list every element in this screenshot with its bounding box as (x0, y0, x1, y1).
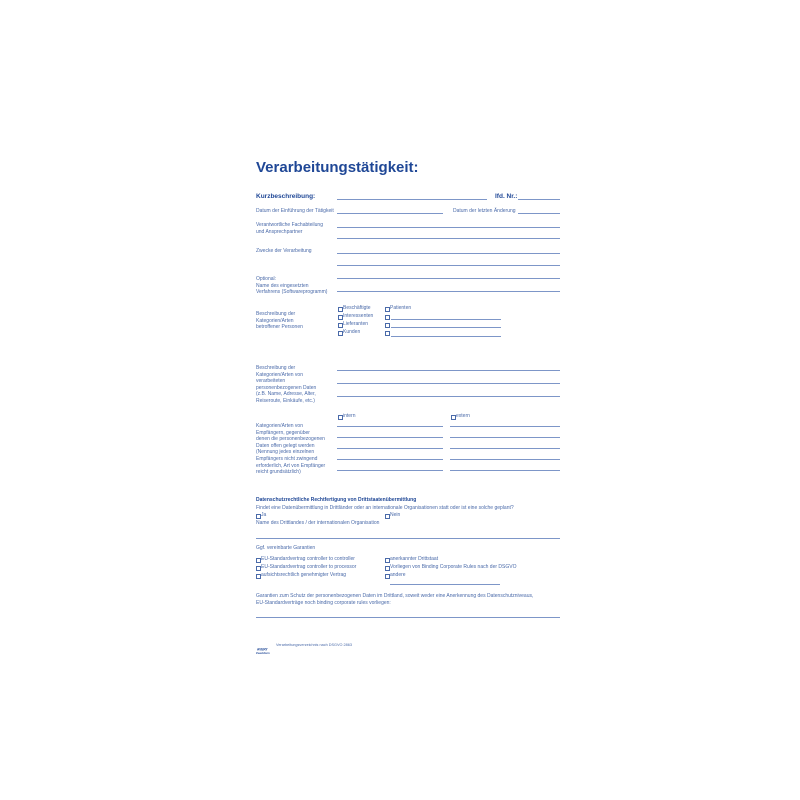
other-person-line-3[interactable] (391, 336, 501, 337)
fachabteilung-label: Verantwortliche Fachabteilung und Ansprechpartner (256, 222, 323, 235)
lfd-nr-label: lfd. Nr.: (495, 193, 518, 200)
kategorien-daten-label: Beschreibung der Kategorien/Arten von verarbeiteten personenbezogenen Daten (z.B. Name, Adresse, Alter, Reiseroute, Einkäufe, etc.) (256, 365, 317, 404)
other-person-checkbox-2[interactable] (385, 323, 390, 328)
binding-corporate-rules-label: Vorliegen von Binding Corporate Rules nach der DSGVO (390, 564, 517, 570)
logo-text-zweckform: Zweckform (256, 652, 270, 655)
interessenten-label: Interessenten (343, 313, 374, 319)
kunden-label: Kunden (343, 329, 361, 335)
garantien-text: Garantien zum Schutz der personenbezogenen Daten im Drittland, soweit weder eine Anerkennung des Datenschutzniveaus, EU-Standardverträge noch binding corporate rules vorliegen: (256, 593, 534, 606)
logo-text-avery: AVERY (257, 647, 268, 652)
intern-line-4[interactable] (337, 459, 443, 460)
extern-line-5[interactable] (450, 470, 560, 471)
empfaenger-label: Kategorien/Arten von Empfängern, gegenüber denen die personenbezogenen Daten offen gelegt werden (Nennung jedes einzelnen Empfängers nicht zwingend erforderlich, Art von Empfänger reicht grundsätzlich) (256, 423, 326, 476)
intern-line-5[interactable] (337, 470, 443, 471)
datum-einfuehrung-label: Datum der Einführung der Tätigkeit (256, 208, 334, 214)
kurzbeschreibung-label: Kurzbeschreibung: (256, 193, 316, 200)
zwecke-line-1[interactable] (337, 253, 560, 254)
zwecke-line-2[interactable] (337, 265, 560, 266)
optional-line-1[interactable] (337, 278, 560, 279)
extern-line-1[interactable] (450, 426, 560, 427)
intern-line-1[interactable] (337, 426, 443, 427)
garantien-label: Ggf. vereinbarte Garantien (256, 545, 316, 551)
daten-line-1[interactable] (337, 370, 560, 371)
drittstaat-heading: Datenschutzrechtliche Rechtfertigung von Drittstaatenübermittlung (256, 497, 417, 503)
optional-line-2[interactable] (337, 291, 560, 292)
fachabteilung-line-1[interactable] (337, 227, 560, 228)
optional-label: Optional: Name des eingesetzten Verfahrens (Softwareprogramm) (256, 276, 328, 296)
daten-line-2[interactable] (337, 383, 560, 384)
form-title: Verarbeitungstätigkeit: (256, 159, 419, 176)
name-drittland-label: Name des Drittlandes / der internationalen Organisation (256, 520, 380, 526)
genehmigter-vertrag-label: aufsichtsrechtlich genehmigter Vertrag (261, 572, 347, 578)
extern-label: extern (456, 413, 470, 419)
patienten-label: Patienten (390, 305, 412, 311)
other-person-checkbox-3[interactable] (385, 331, 390, 336)
datum-einfuehrung-line[interactable] (337, 213, 443, 214)
lfd-nr-line[interactable] (518, 199, 560, 200)
kategorien-personen-label: Beschreibung der Kategorien/Arten betroffener Personen (256, 311, 303, 331)
other-person-line-1[interactable] (391, 319, 501, 320)
zwecke-label: Zwecke der Verarbeitung (256, 248, 312, 254)
andere-line[interactable] (390, 584, 500, 585)
footer-doc-name: Verarbeitungsverzeichnis nach DSGVO 2863 (276, 643, 352, 647)
fachabteilung-line-2[interactable] (337, 238, 560, 239)
controller-processor-label: EU-Standardvertrag controller to processor (261, 564, 357, 570)
intern-line-3[interactable] (337, 448, 443, 449)
ja-label: Ja (261, 512, 267, 518)
extern-line-2[interactable] (450, 437, 560, 438)
controller-controller-label: EU-Standardvertrag controller to controller (261, 556, 355, 562)
anerkannter-drittstaat-label: anerkannter Drittstaat (390, 556, 439, 562)
extern-line-4[interactable] (450, 459, 560, 460)
other-person-line-2[interactable] (391, 327, 501, 328)
intern-line-2[interactable] (337, 437, 443, 438)
extern-line-3[interactable] (450, 448, 560, 449)
other-person-checkbox-1[interactable] (385, 315, 390, 320)
andere-label: andere (390, 572, 406, 578)
drittstaat-question: Findet eine Datenübermittlung in Drittländer oder an internationale Organisationen statt oder ist eine solche geplant? (256, 505, 514, 511)
intern-label: intern (343, 413, 356, 419)
name-drittland-line[interactable] (256, 538, 560, 539)
nein-label: Nein (390, 512, 401, 518)
beschaeftigte-label: Beschäftigte (343, 305, 371, 311)
lieferanten-label: Lieferanten (343, 321, 369, 327)
datum-aenderung-line[interactable] (518, 213, 560, 214)
garantien-line[interactable] (256, 617, 560, 618)
avery-zweckform-logo (256, 642, 272, 655)
daten-line-3[interactable] (337, 396, 560, 397)
kurzbeschreibung-line[interactable] (337, 199, 487, 200)
datum-aenderung-label: Datum der letzten Änderung (453, 208, 516, 214)
